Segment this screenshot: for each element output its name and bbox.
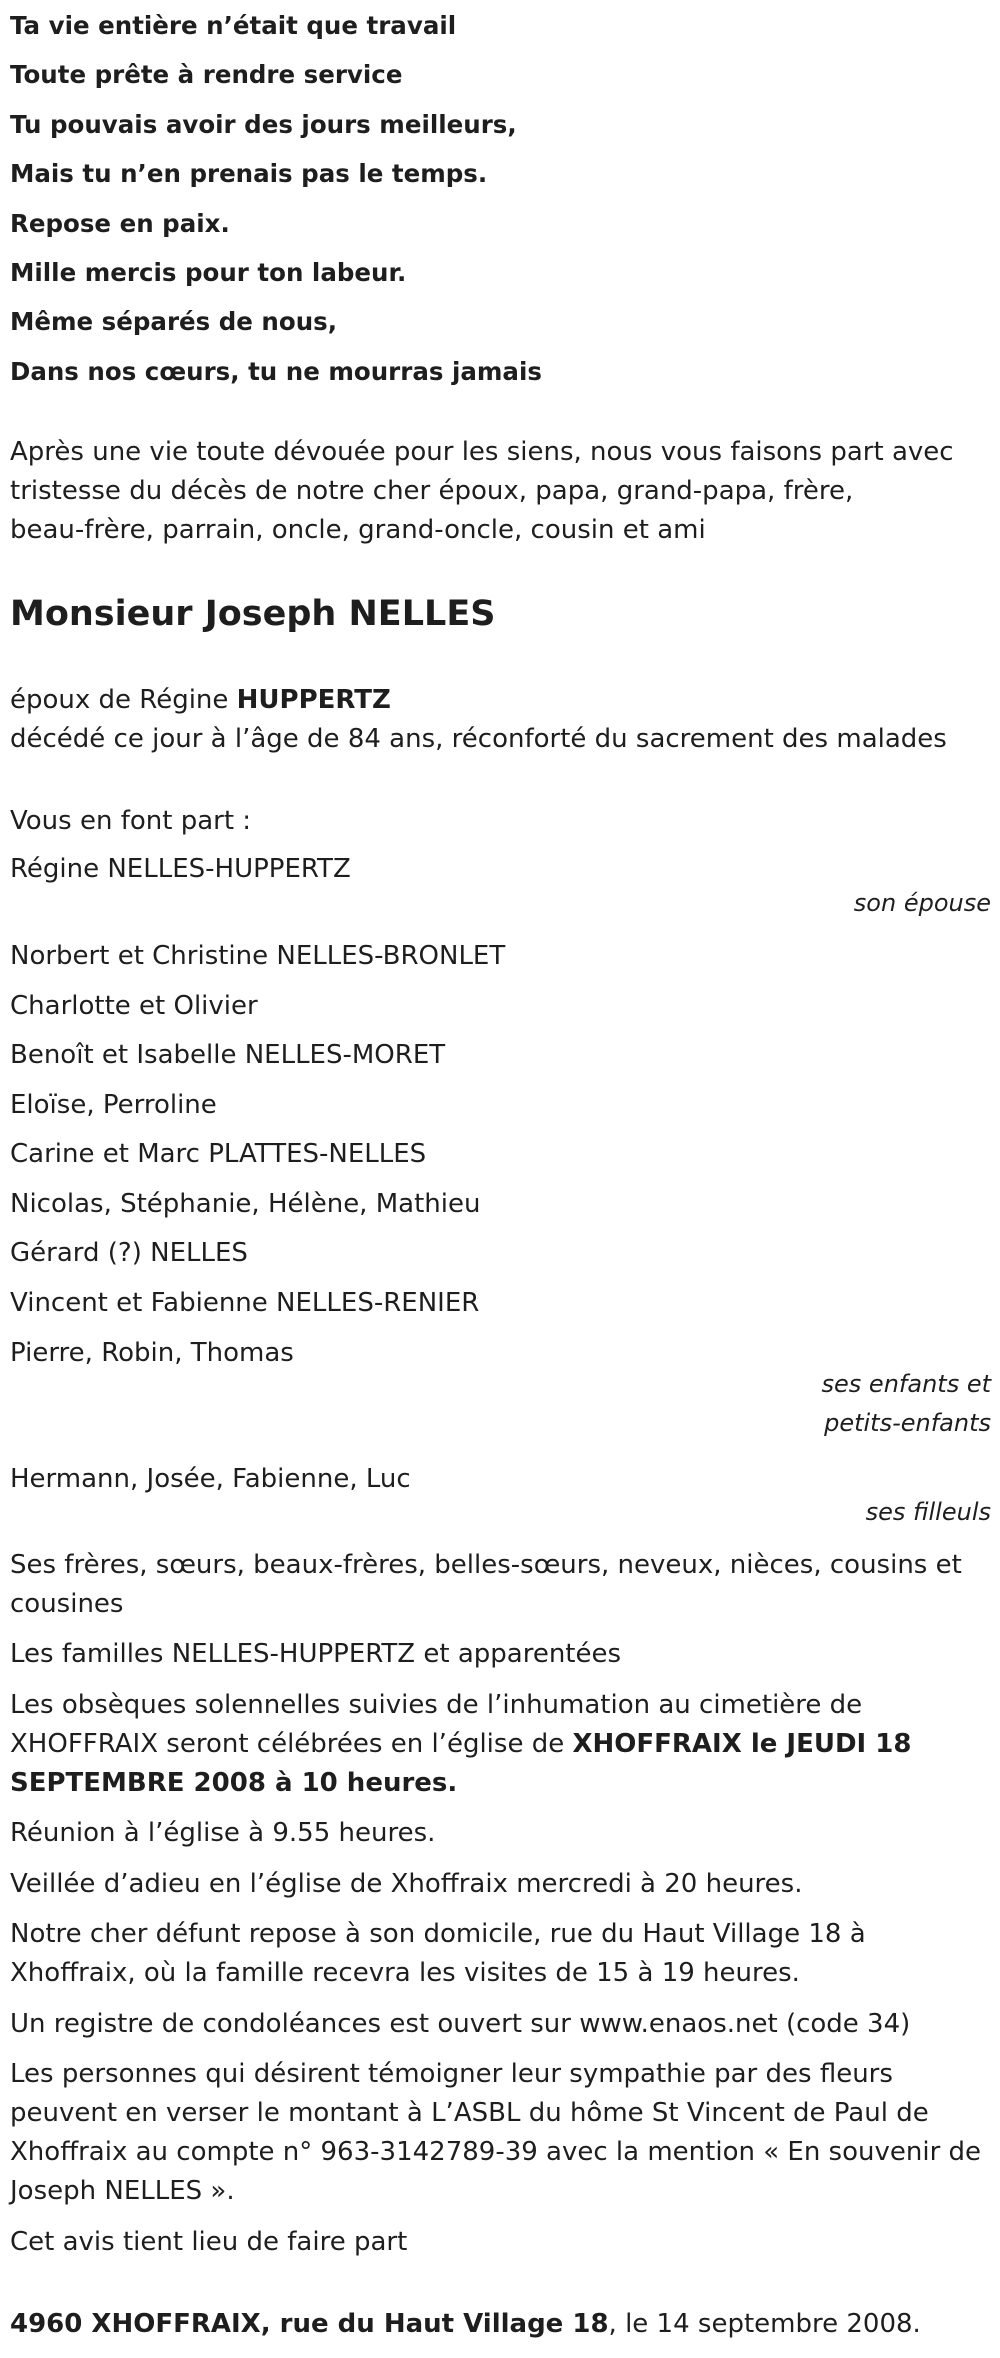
gathering-paragraph xyxy=(10,1814,991,1853)
vigil-paragraph xyxy=(10,1865,991,1904)
register-paragraph xyxy=(10,2005,991,2044)
family-group-spouse xyxy=(10,850,991,924)
signature-place: 4960 XHOFFRAIX, rue du Haut Village 18 xyxy=(10,2308,609,2339)
poem xyxy=(10,1,991,396)
group-members xyxy=(10,937,991,1373)
funeral-date-emphasis: XHOFFRAIX le JEUDI 18 xyxy=(572,1728,912,1759)
poem-line: Mais tu n’en prenais pas le temps. xyxy=(10,159,488,189)
extended-family-line: Ses frères, sœurs, beaux-frères, belles-sœurs, neveux, nièces, cousins et xyxy=(10,1549,962,1580)
funeral-text: XHOFFRAIX seront célébrées en l’église de xyxy=(10,1728,573,1759)
member-line: Nicolas, Stéphanie, Hélène, Mathieu xyxy=(10,1188,481,1219)
families-line: Les familles NELLES-HUPPERTZ et apparentées xyxy=(10,1639,622,1670)
member-line: Benoît et Isabelle NELLES-MORET xyxy=(10,1040,446,1071)
intro-line: tristesse du décès de notre cher époux, papa, grand-papa, frère, xyxy=(10,476,854,507)
rest-line: Notre cher défunt repose à son domicile, rue du Haut Village 18 à xyxy=(10,1919,866,1950)
spouse-surname: HUPPERTZ xyxy=(236,685,391,716)
funeral-line xyxy=(10,1725,991,1764)
member-line: Régine NELLES-HUPPERTZ xyxy=(10,853,351,884)
family-group-godchildren xyxy=(10,1460,991,1532)
member-line: Pierre, Robin, Thomas xyxy=(10,1337,294,1368)
spouse-prefix: époux de Régine xyxy=(10,685,237,716)
flowers-line: Xhoffraix au compte n° 963-3142789-39 avec la mention « En souvenir de xyxy=(10,2137,982,2168)
signature-date: , le 14 septembre 2008. xyxy=(608,2308,921,2339)
flowers-line: peuvent en verser le montant à L’ASBL du hôme St Vincent de Paul de xyxy=(10,2098,929,2129)
group-relation xyxy=(10,884,991,923)
group-members xyxy=(10,850,991,889)
rest-line: Xhoffraix, où la famille recevra les visites de 15 à 19 heures. xyxy=(10,1958,800,1989)
family-group-children xyxy=(10,937,991,1443)
flowers-line: Les personnes qui désirent témoigner leur sympathie par des fleurs xyxy=(10,2059,893,2090)
relation-line: ses filleuls xyxy=(865,1498,991,1527)
member-line: Vincent et Fabienne NELLES-RENIER xyxy=(10,1288,480,1319)
member-line: Eloïse, Perroline xyxy=(10,1089,217,1120)
poem-line: Toute prête à rendre service xyxy=(10,60,403,90)
death-notice: décédé ce jour à l’âge de 84 ans, réconforté du sacrement des malades xyxy=(10,724,947,755)
place-and-date xyxy=(10,2305,991,2344)
relation-line: petits-enfants xyxy=(824,1409,991,1438)
spouse-line xyxy=(10,681,991,720)
notice-details xyxy=(10,1546,991,2262)
relation-line: ses enfants et xyxy=(821,1370,991,1399)
relation-line: son épouse xyxy=(853,889,991,918)
poem-line: Dans nos cœurs, tu ne mourras jamais xyxy=(10,356,542,386)
group-relation xyxy=(10,1493,991,1532)
flowers-line: Joseph NELLES ». xyxy=(10,2176,235,2207)
deceased-name: Monsieur Joseph NELLES xyxy=(10,593,496,634)
funeral-date-emphasis: SEPTEMBRE 2008 à 10 heures. xyxy=(10,1767,458,1798)
rest-paragraph xyxy=(10,1915,991,1993)
funeral-paragraph xyxy=(10,1686,991,1803)
intro-line: beau-frère, parrain, oncle, grand-oncle, cousin et ami xyxy=(10,515,706,546)
register-line: Un registre de condoléances est ouvert sur www.enaos.net (code 34) xyxy=(10,2008,911,2039)
poem-line: Repose en paix. xyxy=(10,208,230,238)
intro-line: Après une vie toute dévouée pour les siens, nous vous faisons part avec xyxy=(10,437,954,468)
extended-family-paragraph xyxy=(10,1546,991,1624)
member-line: Gérard (?) NELLES xyxy=(10,1238,248,1269)
gathering-line: Réunion à l’église à 9.55 heures. xyxy=(10,1818,436,1849)
notice-line: Cet avis tient lieu de faire part xyxy=(10,2226,408,2257)
poem-line: Même séparés de nous, xyxy=(10,307,338,337)
member-line: Charlotte et Olivier xyxy=(10,990,258,1021)
families-paragraph xyxy=(10,1635,991,1674)
extended-family-line: cousines xyxy=(10,1588,124,1619)
group-relation xyxy=(10,1365,991,1443)
funeral-line: Les obsèques solennelles suivies de l’inhumation au cimetière de xyxy=(10,1689,863,1720)
notice-paragraph xyxy=(10,2223,991,2262)
intro-paragraph xyxy=(10,433,991,550)
flowers-paragraph xyxy=(10,2055,991,2211)
member-line: Carine et Marc PLATTES-NELLES xyxy=(10,1139,427,1170)
poem-line: Ta vie entière n’était que travail xyxy=(10,11,457,40)
member-line: Norbert et Christine NELLES-BRONLET xyxy=(10,940,506,971)
poem-line: Tu pouvais avoir des jours meilleurs, xyxy=(10,109,517,139)
poem-line: Mille mercis pour ton labeur. xyxy=(10,257,407,287)
vigil-line: Veillée d’adieu en l’église de Xhoffraix mercredi à 20 heures. xyxy=(10,1868,803,1899)
member-line: Hermann, Josée, Fabienne, Luc xyxy=(10,1464,411,1495)
announcers-heading: Vous en font part : xyxy=(10,805,252,836)
deceased-details xyxy=(10,681,991,759)
